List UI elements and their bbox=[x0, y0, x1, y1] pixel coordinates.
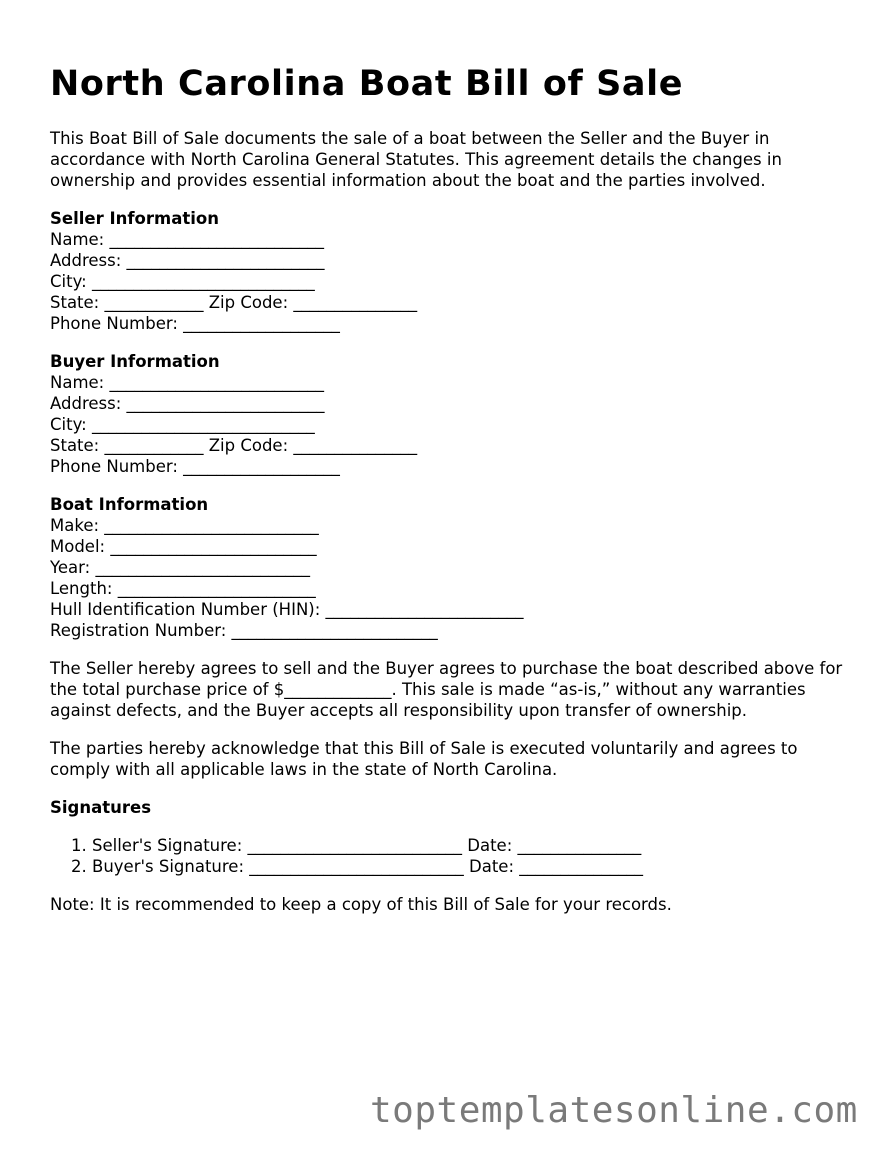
seller-name-field[interactable]: Name: __________________________ bbox=[50, 230, 324, 249]
seller-phone-field[interactable]: Phone Number: ___________________ bbox=[50, 314, 340, 333]
boat-model-field[interactable]: Model: _________________________ bbox=[50, 537, 317, 556]
buyer-phone-field[interactable]: Phone Number: ___________________ bbox=[50, 457, 340, 476]
acknowledgement-wrap bbox=[50, 738, 850, 780]
boat-heading: Boat Information bbox=[50, 495, 209, 514]
buyer-address-field[interactable]: Address: ________________________ bbox=[50, 394, 325, 413]
seller-state-zip-field[interactable]: State: ____________ Zip Code: _______________ bbox=[50, 293, 418, 312]
signatures-heading: Signatures bbox=[50, 798, 152, 817]
boat-hin-field[interactable]: Hull Identification Number (HIN): ________________________ bbox=[50, 600, 524, 619]
buyer-heading: Buyer Information bbox=[50, 352, 220, 371]
boat-registration-field[interactable]: Registration Number: _________________________ bbox=[50, 621, 438, 640]
acknowledgement-paragraph: The parties hereby acknowledge that this Bill of Sale is executed voluntarily and agrees to comply with all applicable laws in the state of North Carolina. bbox=[50, 739, 798, 779]
signature-list bbox=[50, 835, 850, 877]
buyer-state-zip-field[interactable]: State: ____________ Zip Code: _______________ bbox=[50, 436, 418, 455]
site-watermark: toptemplatesonline.com bbox=[370, 1090, 858, 1131]
seller-address-field[interactable]: Address: ________________________ bbox=[50, 251, 325, 270]
boat-year-field[interactable]: Year: __________________________ bbox=[50, 558, 310, 577]
buyer-city-field[interactable]: City: ___________________________ bbox=[50, 415, 315, 434]
seller-section bbox=[50, 208, 850, 334]
sale-terms-paragraph: The Seller hereby agrees to sell and the Buyer agrees to purchase the boat described above for the total purchase price of $_____________. This sale is made “as-is,” without any warranties against defects, and the Buyer accepts all responsibility upon transfer of ownership. bbox=[50, 659, 843, 720]
document-title: North Carolina Boat Bill of Sale bbox=[50, 64, 684, 104]
boat-length-field[interactable]: Length: ________________________ bbox=[50, 579, 316, 598]
buyer-section bbox=[50, 351, 850, 477]
seller-heading: Seller Information bbox=[50, 209, 219, 228]
intro-paragraph: This Boat Bill of Sale documents the sale of a boat between the Seller and the Buyer in accordance with North Carolina General Statutes. This agreement details the changes in ownership and provides essential information about the boat and the parties involved. bbox=[50, 129, 782, 190]
buyer-signature-line[interactable]: 2. Buyer's Signature: __________________________ Date: _______________ bbox=[92, 856, 850, 877]
boat-make-field[interactable]: Make: __________________________ bbox=[50, 516, 319, 535]
records-note: Note: It is recommended to keep a copy of this Bill of Sale for your records. bbox=[50, 895, 672, 914]
sale-terms-wrap bbox=[50, 658, 850, 721]
document-page bbox=[50, 62, 850, 915]
seller-signature-line[interactable]: 1. Seller's Signature: __________________________ Date: _______________ bbox=[92, 835, 850, 856]
boat-section bbox=[50, 494, 850, 641]
seller-city-field[interactable]: City: ___________________________ bbox=[50, 272, 315, 291]
buyer-name-field[interactable]: Name: __________________________ bbox=[50, 373, 324, 392]
